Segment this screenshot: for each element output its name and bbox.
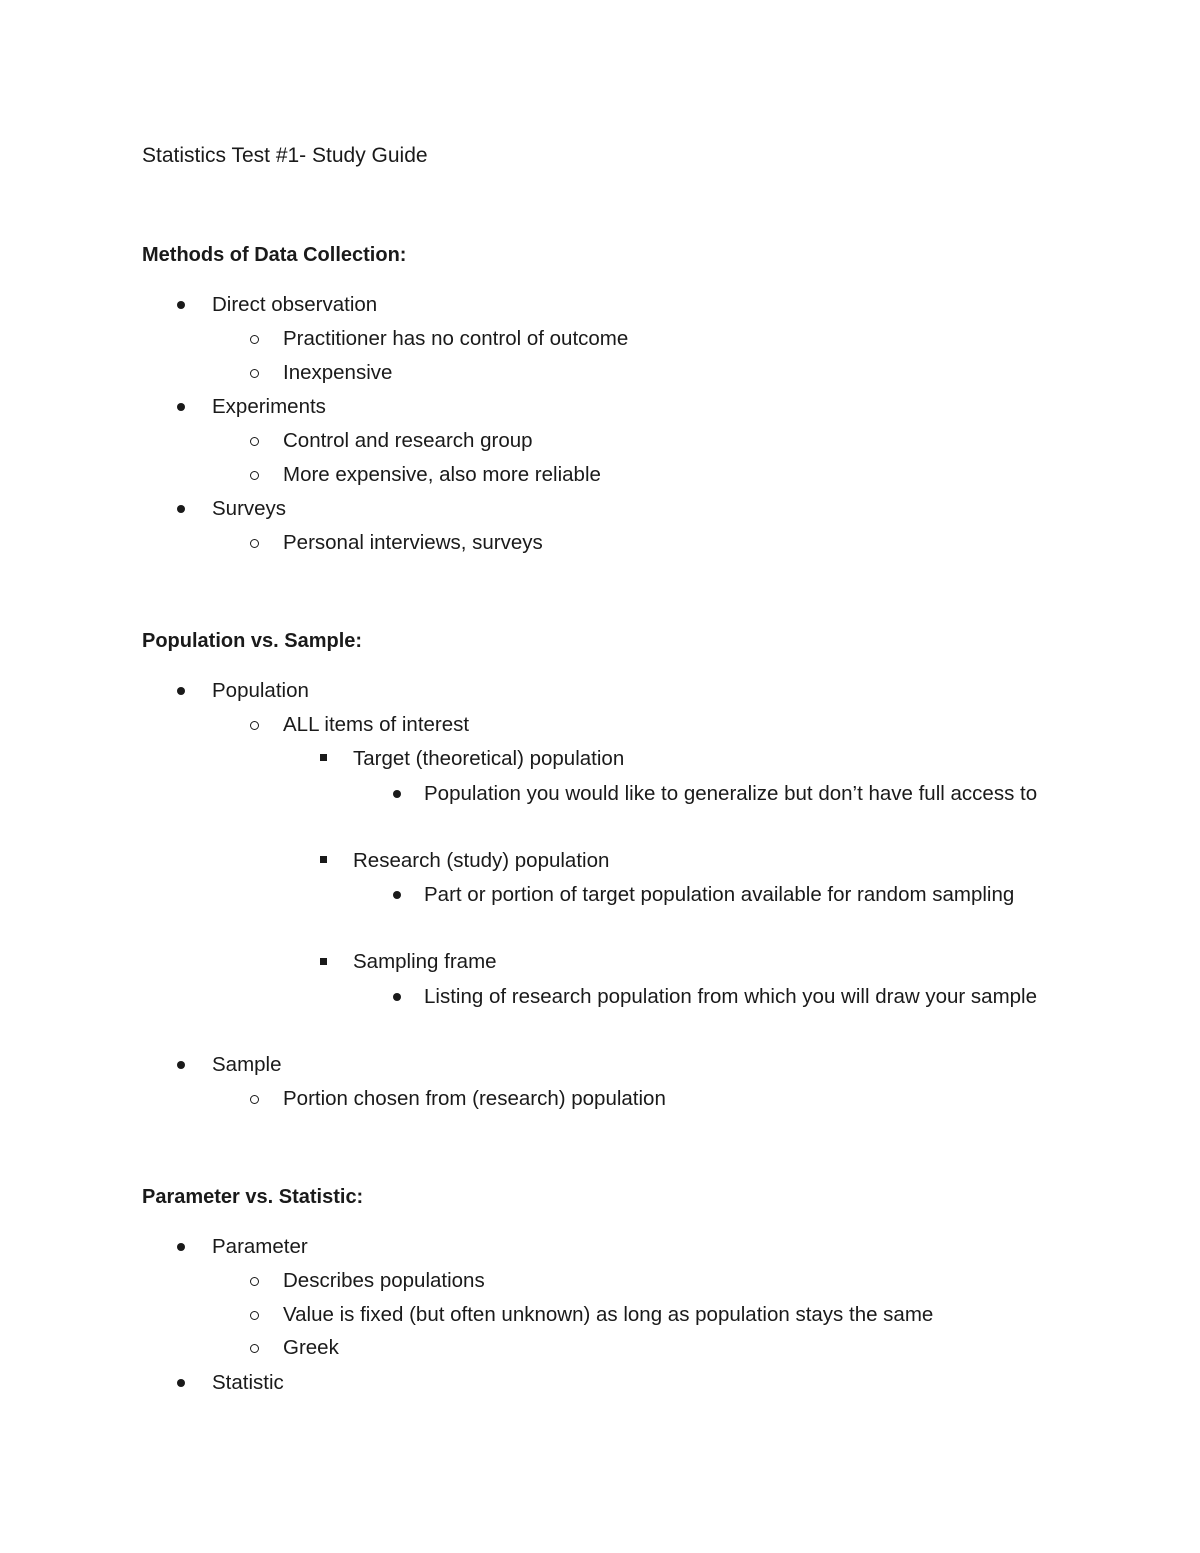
section-heading-parameter: Parameter vs. Statistic: bbox=[142, 1186, 364, 1208]
bullet-square-icon bbox=[320, 958, 327, 965]
list-item: Surveys bbox=[212, 497, 287, 520]
bullet-square-icon bbox=[320, 754, 327, 761]
list-item: Statistic bbox=[212, 1371, 284, 1394]
bullet-dot-icon bbox=[393, 891, 401, 899]
bullet-circle-icon bbox=[250, 539, 259, 548]
list-item: Personal interviews, surveys bbox=[283, 531, 543, 554]
list-item: Control and research group bbox=[283, 429, 533, 452]
list-item: Inexpensive bbox=[283, 361, 393, 384]
bullet-dot-icon bbox=[177, 687, 185, 695]
bullet-circle-icon bbox=[250, 1095, 259, 1104]
section-heading-methods: Methods of Data Collection: bbox=[142, 244, 407, 266]
list-item: Direct observation bbox=[212, 293, 378, 316]
section-heading-population: Population vs. Sample: bbox=[142, 630, 363, 652]
list-item: Parameter bbox=[212, 1235, 308, 1258]
bullet-dot-icon bbox=[393, 993, 401, 1001]
list-item: Sample bbox=[212, 1053, 282, 1076]
bullet-circle-icon bbox=[250, 721, 259, 730]
bullet-circle-icon bbox=[250, 1344, 259, 1353]
list-item: Population you would like to generalize but don’t have full access to bbox=[424, 782, 1038, 805]
bullet-circle-icon bbox=[250, 1277, 259, 1286]
bullet-square-icon bbox=[320, 856, 327, 863]
bullet-dot-icon bbox=[177, 1061, 185, 1069]
bullet-circle-icon bbox=[250, 335, 259, 344]
list-item: Describes populations bbox=[283, 1269, 485, 1292]
list-item: Listing of research population from which you will draw your sample bbox=[424, 985, 1038, 1008]
list-item: ALL items of interest bbox=[283, 713, 470, 736]
bullet-circle-icon bbox=[250, 1311, 259, 1320]
bullet-dot-icon bbox=[177, 1379, 185, 1387]
list-item: Experiments bbox=[212, 395, 326, 418]
bullet-dot-icon bbox=[393, 790, 401, 798]
list-item: Practitioner has no control of outcome bbox=[283, 327, 629, 350]
bullet-circle-icon bbox=[250, 471, 259, 480]
list-item: Value is fixed (but often unknown) as long as population stays the same bbox=[283, 1303, 934, 1326]
list-item: Target (theoretical) population bbox=[353, 747, 625, 770]
list-item: Portion chosen from (research) population bbox=[283, 1087, 666, 1110]
bullet-circle-icon bbox=[250, 437, 259, 446]
list-item: Research (study) population bbox=[353, 849, 610, 872]
bullet-dot-icon bbox=[177, 505, 185, 513]
list-item: Population bbox=[212, 679, 309, 702]
list-item: Greek bbox=[283, 1336, 339, 1359]
list-item: Sampling frame bbox=[353, 950, 497, 973]
document-title: Statistics Test #1- Study Guide bbox=[142, 144, 428, 167]
bullet-dot-icon bbox=[177, 301, 185, 309]
bullet-circle-icon bbox=[250, 369, 259, 378]
list-item: More expensive, also more reliable bbox=[283, 463, 601, 486]
list-item: Part or portion of target population available for random sampling bbox=[424, 883, 1015, 906]
bullet-dot-icon bbox=[177, 1243, 185, 1251]
bullet-dot-icon bbox=[177, 403, 185, 411]
